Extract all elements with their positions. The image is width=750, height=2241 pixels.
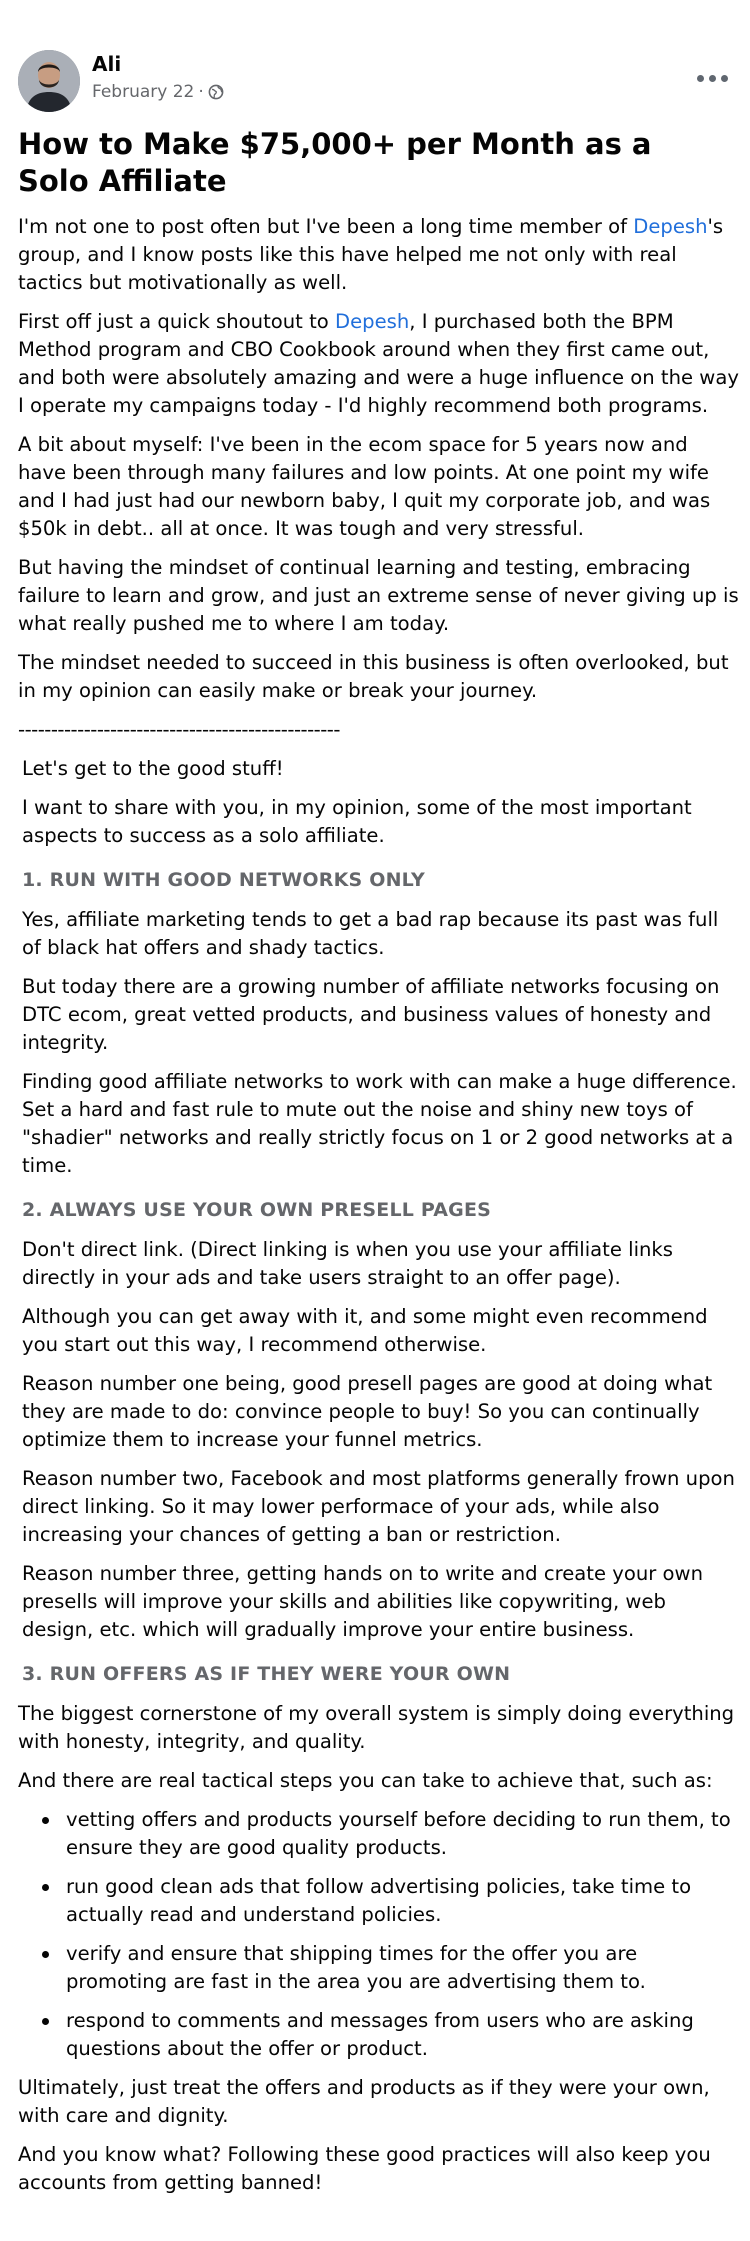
paragraph: But having the mindset of continual learning and testing, embracing failure to learn and grow, and just an extreme sense of never giving up is what really pushed me to where I am today. <box>18 556 739 635</box>
paragraph: Ultimately, just treat the offers and products as if they were your own, with care and dignity. <box>18 2076 710 2127</box>
paragraph: A bit about myself: I've been in the ecom space for 5 years now and have been through many failures and low points. At one point my wife and I had just had our newborn baby, I quit my corporate job, and was $50k in debt.. all at once. It was tough and very stressful. <box>18 433 711 540</box>
list-item: respond to comments and messages from users who are asking questions about the offer or product. <box>66 2007 740 2063</box>
meta-separator: · <box>198 82 204 102</box>
post-date[interactable]: February 22 <box>92 82 195 102</box>
post-title: How to Make $75,000+ per Month as a Solo Affiliate <box>18 127 652 198</box>
mention-link[interactable]: Depesh <box>334 310 410 333</box>
more-horizontal-icon <box>697 75 704 82</box>
more-dot <box>709 75 716 82</box>
avatar[interactable] <box>18 50 80 112</box>
list-item: vetting offers and products yourself before deciding to run them, to ensure they are good quality products. <box>66 1806 740 1862</box>
paragraph: And you know what? Following these good practices will also keep you accounts from getting banned! <box>18 2143 711 2194</box>
paragraph: And there are real tactical steps you can take to achieve that, such as: <box>18 1769 713 1792</box>
paragraph: Let's get to the good stuff! <box>22 757 284 780</box>
paragraph <box>18 308 740 420</box>
text-divider: ------------------------------------------------- <box>18 718 340 741</box>
paragraph: But today there are a growing number of affiliate networks focusing on DTC ecom, great vetted products, and business values of honesty and integrity. <box>22 975 720 1054</box>
paragraph: Don't direct link. (Direct linking is when you use your affiliate links directly in your ads and take users straight to an offer page). <box>22 1238 673 1289</box>
avatar-photo <box>18 50 80 112</box>
text: 's group, and I know posts like this have helped me not only with real tactics but motivationally as well. <box>18 215 724 294</box>
paragraph: The biggest cornerstone of my overall system is simply doing everything with honesty, integrity, and quality. <box>18 1702 735 1753</box>
list-item: run good clean ads that follow advertising policies, take time to actually read and understand policies. <box>66 1873 740 1929</box>
list-item: verify and ensure that shipping times for the offer you are promoting are fast in the area you are advertising them to. <box>66 1940 740 1996</box>
paragraph: Yes, affiliate marketing tends to get a bad rap because its past was full of black hat offers and shady tactics. <box>22 908 719 959</box>
post-meta <box>92 80 224 104</box>
globe-icon[interactable] <box>208 84 224 100</box>
text: First off just a quick shoutout to <box>18 310 335 333</box>
more-options-button[interactable] <box>684 60 740 96</box>
bullet-list <box>18 1806 740 2063</box>
paragraph <box>18 213 740 297</box>
paragraph: Reason number two, Facebook and most platforms generally frown upon direct linking. So it may lower performace of your ads, while also increasing your chances of getting a ban or restriction. <box>22 1467 735 1546</box>
section-heading: 2. ALWAYS USE YOUR OWN PRESELL PAGES <box>22 1199 492 1221</box>
paragraph: Finding good affiliate networks to work with can make a huge difference. Set a hard and fast rule to mute out the noise and shiny new toys of "shadier" networks and really strictly focus on 1 or 2 good networks at a time. <box>22 1070 737 1177</box>
author-name[interactable]: Ali <box>92 52 122 76</box>
paragraph: Reason number one being, good presell pages are good at doing what they are made to do: convince people to buy! So you can continually optimize them to increase your funnel metrics. <box>22 1372 713 1451</box>
paragraph: Reason number three, getting hands on to write and create your own presells will improve your skills and abilities like copywriting, web design, etc. which will gradually improve your entire business. <box>22 1562 703 1641</box>
mention-link[interactable]: Depesh <box>633 215 708 238</box>
text: I'm not one to post often but I've been a long time member of <box>18 215 634 238</box>
post-body <box>18 213 740 2208</box>
paragraph: Although you can get away with it, and some might even recommend you start out this way, I recommend otherwise. <box>22 1305 708 1356</box>
paragraph: I want to share with you, in my opinion, some of the most important aspects to success as a solo affiliate. <box>22 796 692 847</box>
text: , I purchased both the BPM Method program and CBO Cookbook around when they first came out, and both were absolutely amazing and were a huge influence on the way I operate my campaigns today - I'd highly recommend both programs. <box>18 310 739 417</box>
section-heading: 3. RUN OFFERS AS IF THEY WERE YOUR OWN <box>22 1663 511 1685</box>
section-heading: 1. RUN WITH GOOD NETWORKS ONLY <box>22 869 425 891</box>
more-dot <box>721 75 728 82</box>
paragraph: The mindset needed to succeed in this business is often overlooked, but in my opinion can easily make or break your journey. <box>18 651 729 702</box>
